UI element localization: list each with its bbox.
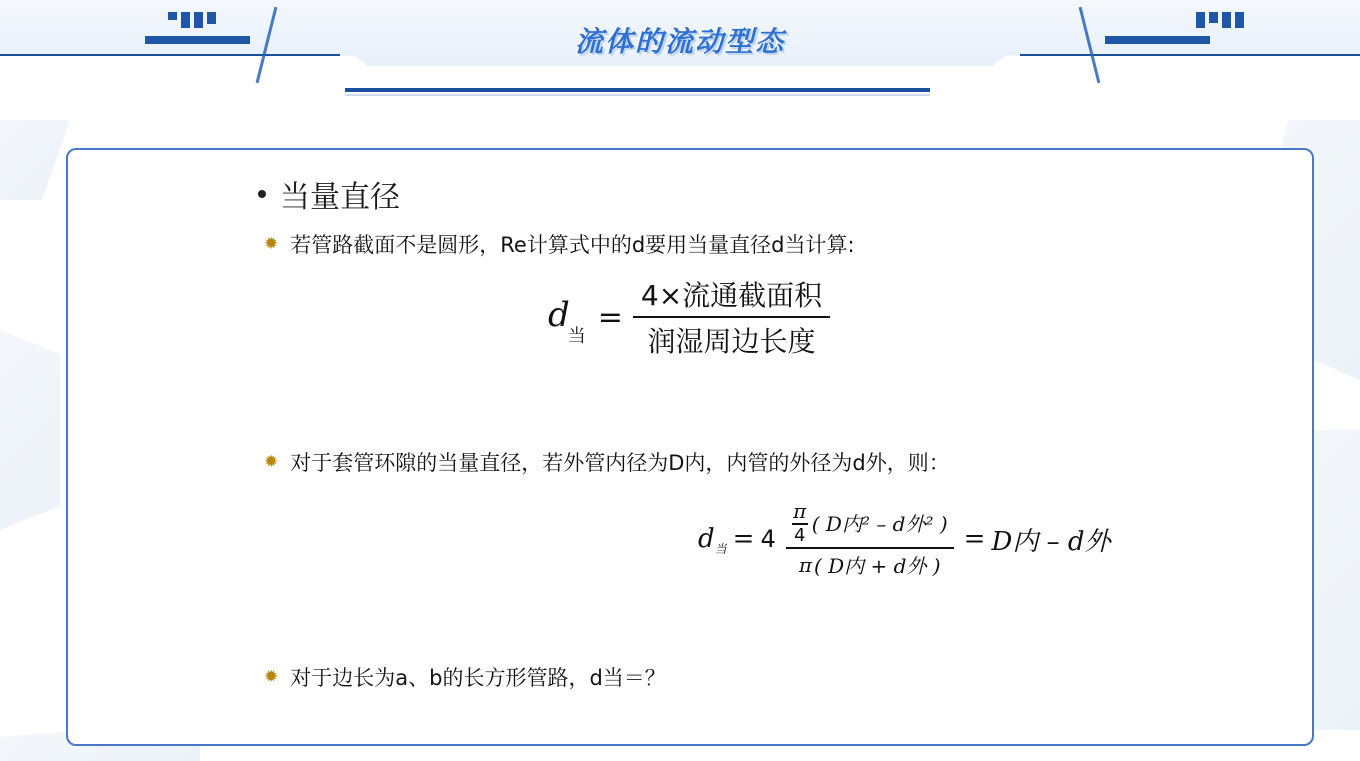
formula1-numerator: 4×流通截面积 (640, 279, 823, 312)
bullet-item-1-text: 若管路截面不是圆形，Re计算式中的d要用当量直径d当计算: (290, 233, 855, 257)
page-title: 流体的流动型态 (574, 25, 785, 58)
formula2-numerator-expression: ( D内² – d外² ) (811, 512, 948, 536)
formula2-lhs-symbol: d (698, 524, 715, 554)
star-bullet-icon: ✹ (264, 234, 279, 254)
star-bullet-icon: ✹ (264, 667, 279, 687)
formula1-equals: = (597, 299, 623, 335)
decorative-shape-left-middle (0, 330, 60, 530)
formula2-numerator (786, 498, 954, 547)
section-heading-text: 当量直径 (280, 180, 400, 215)
formula2-pi-over-four (792, 499, 808, 546)
bullet-item-2 (264, 450, 950, 477)
formula2-equals-2: = (963, 524, 986, 554)
formula2-pi-denominator: 4 (794, 525, 806, 546)
equivalent-diameter-formula (548, 272, 830, 362)
formula1-lhs (548, 294, 588, 348)
title-underline (345, 88, 930, 92)
annulus-equivalent-diameter-formula (698, 498, 1111, 580)
formula2-lhs-subscript: 当 (714, 542, 727, 556)
formula2-denominator-pi: π (798, 552, 812, 577)
formula1-denominator: 润湿周边长度 (647, 325, 816, 358)
formula1-lhs-symbol: d (548, 294, 570, 335)
star-bullet-icon: ✹ (264, 452, 279, 472)
bullet-item-2-text: 对于套管环隙的当量直径，若外管内径为D内，内管的外径为d外，则： (290, 451, 950, 475)
formula2-result: D内 – d外 (991, 526, 1111, 557)
slide-header-banner (0, 0, 1360, 120)
formula1-fraction (633, 272, 830, 362)
formula2-lhs (698, 524, 727, 554)
formula2-pi-numerator: π (793, 499, 807, 523)
bullet-item-1 (264, 232, 855, 259)
formula2-denominator-expression: ( D内 + d外 ) (813, 554, 941, 578)
formula2-fraction (786, 498, 954, 580)
bullet-item-3-text: 对于边长为a、b的长方形管路，d当＝？ (290, 666, 666, 690)
formula2-coefficient: 4 (760, 525, 776, 553)
bullet-item-3 (264, 665, 666, 692)
formula2-denominator (793, 549, 947, 580)
decorative-shape-left-top (0, 120, 70, 200)
title-underline-secondary (345, 94, 930, 96)
content-panel (66, 148, 1314, 746)
bullet-dot-icon (258, 190, 266, 198)
formula2-equals-1: = (732, 524, 755, 554)
formula1-lhs-subscript: 当 (567, 326, 586, 348)
section-heading (258, 172, 400, 216)
